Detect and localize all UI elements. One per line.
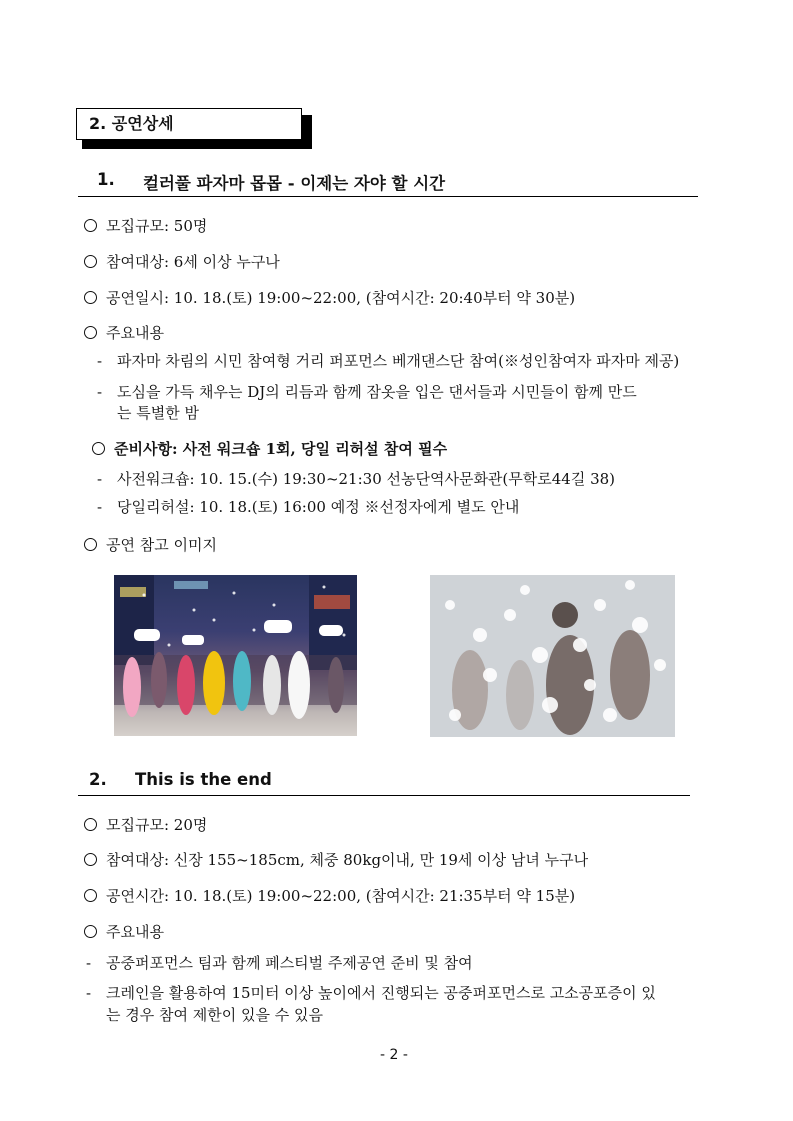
item-1-images-label: 공연 참고 이미지	[84, 535, 217, 555]
feather-performance-photo	[430, 575, 675, 737]
pajama-performance-photo	[114, 575, 357, 736]
section-title: 2. 공연상세	[76, 108, 302, 140]
circle-bullet-icon	[84, 538, 97, 551]
item-1-target: 참여대상: 6세 이상 누구나	[84, 252, 280, 272]
item-2-content-2: - 크레인을 활용하여 15미터 이상 높이에서 진행되는 공중퍼포먼스로 고소공포증이 있	[86, 984, 656, 1002]
circle-bullet-icon	[84, 818, 97, 831]
item-1-schedule: 공연일시: 10. 18.(토) 19:00~22:00, (참여시간: 20:40부터 약 30분)	[84, 288, 575, 308]
circle-bullet-icon	[84, 326, 97, 339]
circle-bullet-icon	[84, 291, 97, 304]
item-1-prep-label: 준비사항: 사전 워크숍 1회, 당일 리허설 참여 필수	[92, 439, 447, 459]
item-2-schedule: 공연시간: 10. 18.(토) 19:00~22:00, (참여시간: 21:35부터 약 15분)	[84, 886, 575, 906]
circle-bullet-icon	[84, 255, 97, 268]
item-2-target: 참여대상: 신장 155~185cm, 체중 80kg이내, 만 19세 이상 남녀 누구나	[84, 850, 588, 870]
circle-bullet-icon	[84, 889, 97, 902]
item-2-recruit: 모집규모: 20명	[84, 815, 207, 835]
item-1-prep-1: - 사전워크숍: 10. 15.(수) 19:30~21:30 선농단역사문화관(무학로44길 38)	[97, 470, 616, 488]
item-1-rule	[78, 196, 698, 197]
item-2-content-2-cont: 는 경우 참여 제한이 있을 수 있음	[106, 1006, 323, 1024]
item-2-number: 2.	[89, 770, 107, 789]
circle-bullet-icon	[92, 442, 105, 455]
item-1-title: 컬러풀 파자마 몹몹 - 이제는 자야 할 시간	[143, 174, 446, 193]
item-1-prep-2: - 당일리허설: 10. 18.(토) 16:00 예정 ※선정자에게 별도 안내	[97, 498, 520, 516]
item-2-content-1: - 공중퍼포먼스 팀과 함께 페스티벌 주제공연 준비 및 참여	[86, 954, 473, 972]
item-2-contents-label: 주요내용	[84, 922, 164, 942]
item-1-contents-label: 주요내용	[84, 323, 164, 343]
page-number: - 2 -	[380, 1047, 408, 1063]
item-1-content-2-cont: 는 특별한 밤	[117, 404, 199, 422]
item-1-content-1: - 파자마 차림의 시민 참여형 거리 퍼포먼스 베개댄스단 참여(※성인참여자 파자마 제공)	[97, 352, 680, 370]
item-1-content-2: - 도심을 가득 채우는 DJ의 리듬과 함께 잠옷을 입은 댄서들과 시민들이 함께 만드	[97, 383, 637, 401]
circle-bullet-icon	[84, 853, 97, 866]
item-2-rule	[78, 795, 690, 796]
circle-bullet-icon	[84, 925, 97, 938]
item-2-title: This is the end	[135, 770, 272, 789]
item-1-number: 1.	[97, 170, 115, 189]
circle-bullet-icon	[84, 219, 97, 232]
item-1-recruit: 모집규모: 50명	[84, 216, 207, 236]
